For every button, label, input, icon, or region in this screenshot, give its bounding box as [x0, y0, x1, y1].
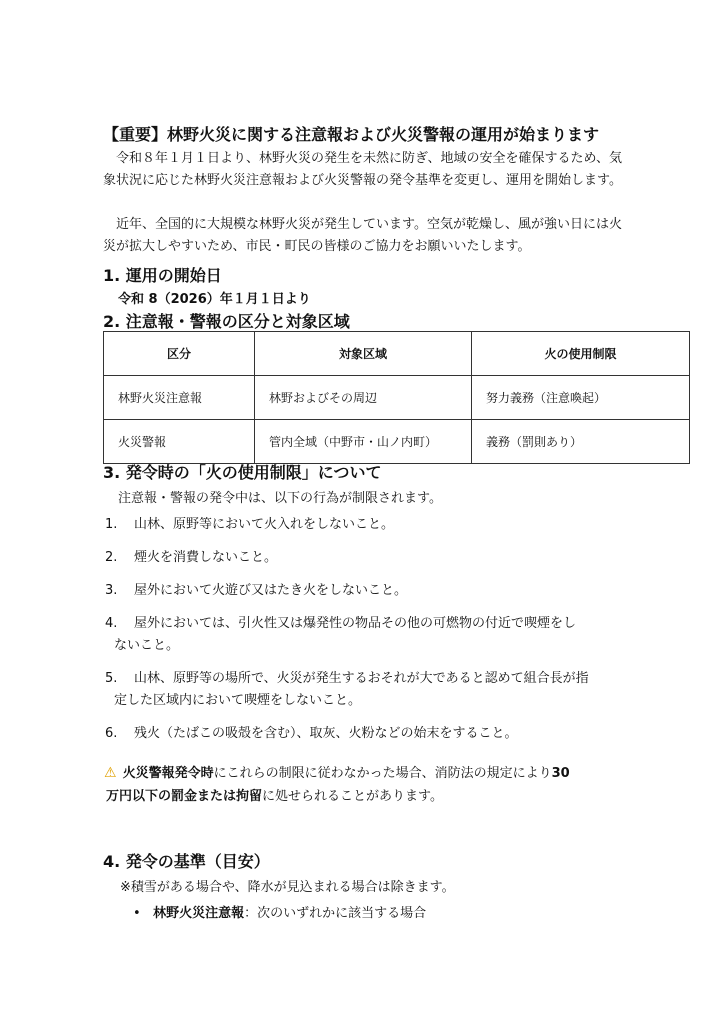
zones-table	[103, 331, 690, 464]
list-item	[105, 546, 277, 565]
section-3-heading: 3. 発令時の「火の使用制限」について	[103, 463, 382, 482]
warning-icon: ⚠	[104, 765, 117, 781]
warning-bold-2: 30	[551, 766, 570, 781]
table-cell: 努力義務（注意喚起）	[472, 376, 690, 420]
section-3-lead: 注意報・警報の発令中は、以下の行為が制限されます。	[118, 491, 442, 506]
intro-paragraph-2: 近年、全国的に大規模な林野火災が発生しています。空気が乾燥し、風が強い日には火災が拡大しやすいため、市民・町民の皆様のご協力をお願いいたします。	[103, 217, 622, 254]
table-row	[104, 376, 690, 420]
list-item-continuation: 定した区域内において喫煙をしないこと。	[114, 693, 362, 708]
bullet-label: 林野火災注意報	[153, 906, 245, 921]
list-item	[105, 667, 589, 686]
list-item	[105, 513, 394, 532]
list-item-continuation: ないこと。	[114, 638, 180, 653]
warning-bold-1: 火災警報発令時	[122, 766, 214, 781]
table-cell: 義務（罰則あり）	[472, 420, 690, 464]
table-header-cell: 火の使用制限	[472, 332, 690, 376]
warning-line-2	[106, 785, 443, 804]
table-row	[104, 420, 690, 464]
table-header-cell: 区分	[104, 332, 255, 376]
list-text: 屋外において火遊び又はたき火をしないこと。	[133, 583, 407, 598]
section-4-note: ※積雪がある場合や、降水が見込まれる場合は除きます。	[120, 880, 455, 895]
table-cell: 林野火災注意報	[104, 376, 255, 420]
warning-bold-3: 万円以下の罰金または拘留	[106, 789, 263, 804]
list-item	[105, 579, 407, 598]
section-4-heading: 4. 発令の基準（目安）	[103, 852, 270, 871]
list-item	[133, 902, 426, 921]
page-title: 【重要】林野火災に関する注意報および火災警報の運用が始まります	[103, 125, 600, 144]
list-number: 1.	[105, 517, 118, 532]
list-text: 山林、原野等において火入れをしないこと。	[133, 517, 394, 532]
table-header-cell: 対象区域	[255, 332, 472, 376]
warning-text-2: に処せられることがあります。	[262, 789, 443, 804]
list-item	[105, 722, 517, 741]
bullet-icon: •	[133, 906, 141, 921]
list-text: 山林、原野等の場所で、火災が発生するおそれが大であると認めて組合長が指	[133, 671, 589, 686]
section-1-heading: 1. 運用の開始日	[103, 266, 222, 285]
table-cell: 火災警報	[104, 420, 255, 464]
list-text: 残火（たばこの吸殻を含む）、取灰、火粉などの始末をすること。	[133, 726, 518, 741]
start-date: 令和 8（2026）年１月１日より	[118, 292, 311, 307]
list-number: 6.	[105, 726, 118, 741]
warning-line-1	[104, 762, 570, 781]
warning-text-1: にこれらの制限に従わなかった場合、消防法の規定により	[213, 766, 552, 781]
bullet-text: ：次のいずれかに該当する場合	[244, 906, 427, 921]
table-cell: 管内全域（中野市・山ノ内町）	[255, 420, 472, 464]
section-2-heading: 2. 注意報・警報の区分と対象区域	[103, 312, 350, 331]
intro-paragraph-1: 令和８年１月１日より、林野火災の発生を未然に防ぎ、地域の安全を確保するため、気象状況に応じた林野火災注意報および火災警報の発令基準を変更し、運用を開始します。	[103, 151, 622, 188]
list-number: 3.	[105, 583, 118, 598]
table-header-row	[104, 332, 690, 376]
list-number: 2.	[105, 550, 118, 565]
list-text: 煙火を消費しないこと。	[133, 550, 277, 565]
list-item	[105, 612, 576, 631]
list-text: 屋外においては、引火性又は爆発性の物品その他の可燃物の付近で喫煙をし	[133, 616, 576, 631]
table-cell: 林野およびその周辺	[255, 376, 472, 420]
list-number: 5.	[105, 671, 118, 686]
list-number: 4.	[105, 616, 118, 631]
